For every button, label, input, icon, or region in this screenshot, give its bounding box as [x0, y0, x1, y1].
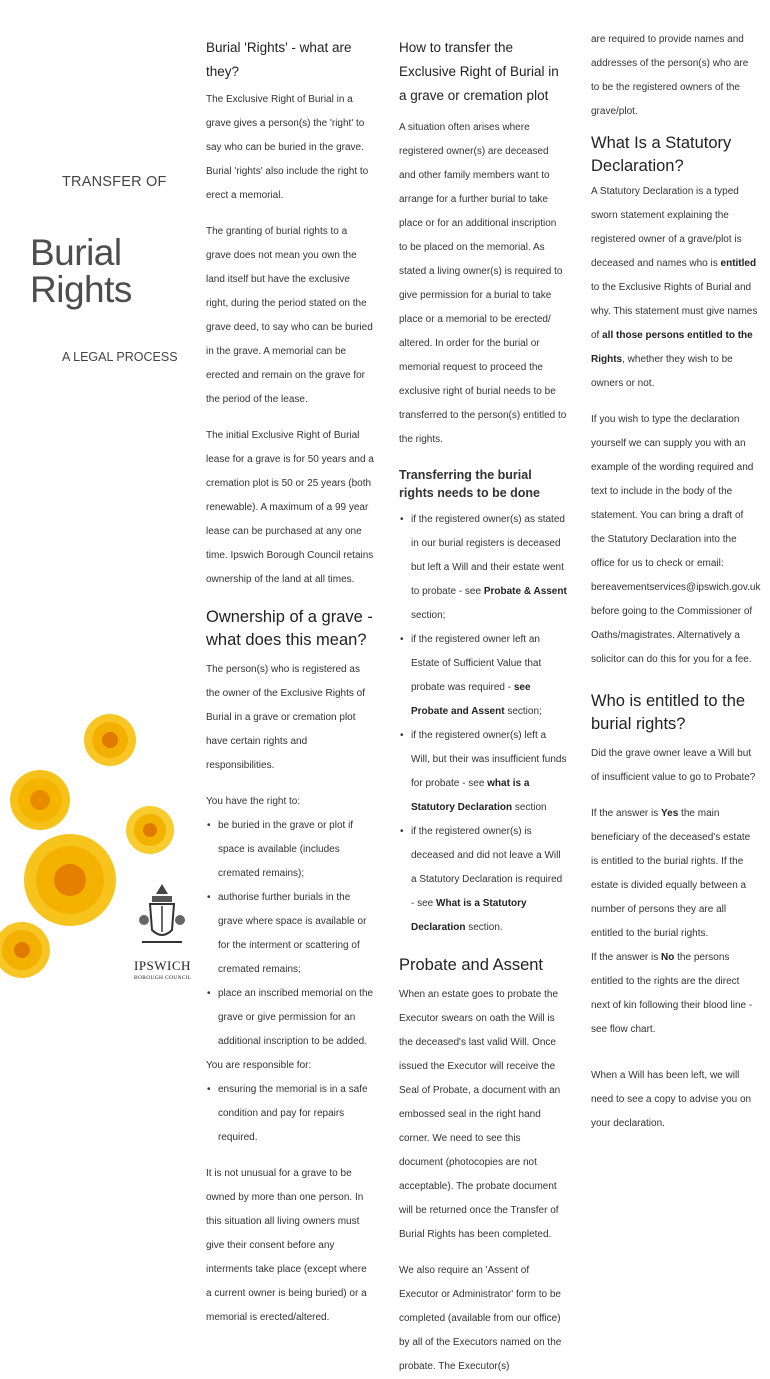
flower-2 — [84, 714, 136, 766]
list-item: • if the registered owner(s) left a Will, but their was insufficient funds for probate - see what is a Statutory Declaration section — [399, 724, 567, 820]
heading-ownership: Ownership of a grave - what does this mean? — [206, 608, 373, 649]
rights-label: You have the right to: — [206, 796, 301, 807]
responsibilities-label: You are responsible for: — [206, 1060, 312, 1071]
logo-name: IPSWICH — [134, 958, 191, 973]
column-transfer — [399, 36, 567, 1379]
list-item: • if the registered owner(s) as stated in our burial registers is deceased but left a Will and their estate went to probate - see Probate & Assent section; — [399, 508, 567, 628]
paragraph-insufficient-value: Did the grave owner leave a Will but of insufficient value to go to Probate? — [591, 748, 756, 783]
paragraph-continued: are required to provide names and addresses of the person(s) who are to be the registered owners of the grave/plot. — [591, 34, 749, 117]
paragraph-probate: When an estate goes to probate the Executor swears on oath the Will is the deceased's last valid Will. Once issued the Executor will receive the Seal of Probate, a document with an embossed seal in the right hand corner. We need to see this document (photocopies are not acceptable). The probate document will be returned once the Transfer of Burial Rights has been completed. — [399, 989, 561, 1240]
list-item: • if the registered owner(s) is deceased and did not leave a Will a Statutory Declaration is required - see What is a Statutory Declaration section. — [399, 820, 567, 940]
paragraph-answer-no: If the answer is No the persons entitled to the rights are the direct next of kin following their blood line - see flow chart. — [591, 952, 753, 1035]
paragraph-owner: The person(s) who is registered as the owner of the Exclusive Rights of Burial in a grave or cremation plot have certain rights and responsibilities. — [206, 664, 365, 771]
cover-transfer-of: TRANSFER OF — [62, 174, 167, 190]
heading-how-to-transfer: How to transfer the Exclusive Right of Burial in a grave or cremation plot — [399, 40, 559, 103]
responsibilities-list — [206, 1078, 374, 1150]
list-item: • place an inscribed memorial on the grave or give permission for an additional inscription to be added. — [206, 982, 374, 1054]
column-burial-rights — [206, 36, 374, 1330]
paragraph-statutory: A Statutory Declaration is a typed sworn statement explaining the registered owner of a grave/plot is deceased and names who is entitled to the Exclusive Rights of Burial and why. This statement must give names of all those persons entitled to the Rights, whether they wish to be owners or not. — [591, 186, 758, 389]
flower-5 — [0, 922, 50, 978]
list-item: • if the registered owner left an Estate of Sufficient Value that probate was required - see Probate and Assent section; — [399, 628, 567, 724]
list-item: • ensuring the memorial is in a safe condition and pay for repairs required. — [206, 1078, 374, 1150]
paragraph-answer-yes: If the answer is Yes the main beneficiary of the deceased's estate is entitled to the burial rights. If the estate is divided equally between a number of persons they are all entitled to the burial rights. — [591, 808, 751, 939]
list-item: • authorise further burials in the grave where space is available or for the interment or scattering of cremated remains; — [206, 886, 374, 982]
paragraph-will-left: When a Will has been left, we will need to see a copy to advise you on your declaration. — [591, 1070, 752, 1129]
cover-title: Burial Rights — [30, 232, 132, 310]
ipswich-crest-icon — [138, 880, 186, 960]
cover-subtitle: A LEGAL PROCESS — [62, 350, 178, 364]
flower-3 — [24, 834, 116, 926]
paragraph-situation: A situation often arises where registered owner(s) are deceased and other family members want to arrange for a further burial to take place or for an additional inscription to be placed on the memorial. As stated a living owner(s) is required to give permission for a burial to take place or a memorial to be erected/ altered. In order for the burial or memorial request to proceed the exclusive right of burial needs to be transferred to the person(s) entitled to the rights. — [399, 122, 567, 445]
paragraph-lease: The initial Exclusive Right of Burial lease for a grave is for 50 years and a cremation plot is 50 or 25 years (both renewable). A maximum of a 99 year lease can be purchased at any one time. Ipswich Borough Council retains ownership of the land at all times. — [206, 430, 374, 585]
heading-needs-to-be-done: Transferring the burial rights needs to be done — [399, 468, 540, 500]
transfer-cases-list — [399, 508, 567, 940]
paragraph-type-yourself: If you wish to type the declaration yourself we can supply you with an example of the wording required and text to include in the body of the statement. You can bring a draft of the Statutory Declaration into the office for us to check or email: bereavementservices@ipswich.gov.uk before going to the Commissioner of Oaths/magistrates. Alternatively a solicitor can do this for you for a fee. — [591, 414, 761, 665]
paragraph-rights-intro: The Exclusive Right of Burial in a grave gives a person(s) the 'right' to say who can be buried in the grave. Burial 'rights' also include the right to erect a memorial. — [206, 94, 369, 201]
paragraph-multiple-owners: It is not unusual for a grave to be owned by more than one person. In this situation all living owners must give their consent before any interments take place (except where a current owner is being buried) or a memorial is erected/altered. — [206, 1168, 367, 1323]
logo-subtitle: BOROUGH COUNCIL — [134, 975, 192, 981]
list-item: • be buried in the grave or plot if space is available (includes cremated remains); — [206, 814, 374, 886]
column-statutory — [591, 36, 759, 1136]
heading-what-are-rights: Burial 'Rights' - what are they? — [206, 40, 352, 79]
heading-probate-assent: Probate and Assent — [399, 956, 544, 974]
heading-statutory-declaration: What Is a Statutory Declaration? — [591, 134, 732, 175]
paragraph-granting: The granting of burial rights to a grave does not mean you own the land itself but have the exclusive right, during the period stated on the grave deed, to say who can be buried in the grave. A memorial can be erected and remain on the grave for the period of the lease. — [206, 226, 373, 405]
flower-4 — [126, 806, 174, 854]
cover-panel — [0, 0, 196, 988]
flower-1 — [10, 770, 70, 830]
paragraph-assent-form: We also require an 'Assent of Executor or Administrator' form to be completed (available from our office) by all of the Executors named on the probate. The Executor(s) — [399, 1265, 562, 1372]
rights-list — [206, 814, 374, 1054]
heading-who-is-entitled: Who is entitled to the burial rights? — [591, 692, 746, 733]
